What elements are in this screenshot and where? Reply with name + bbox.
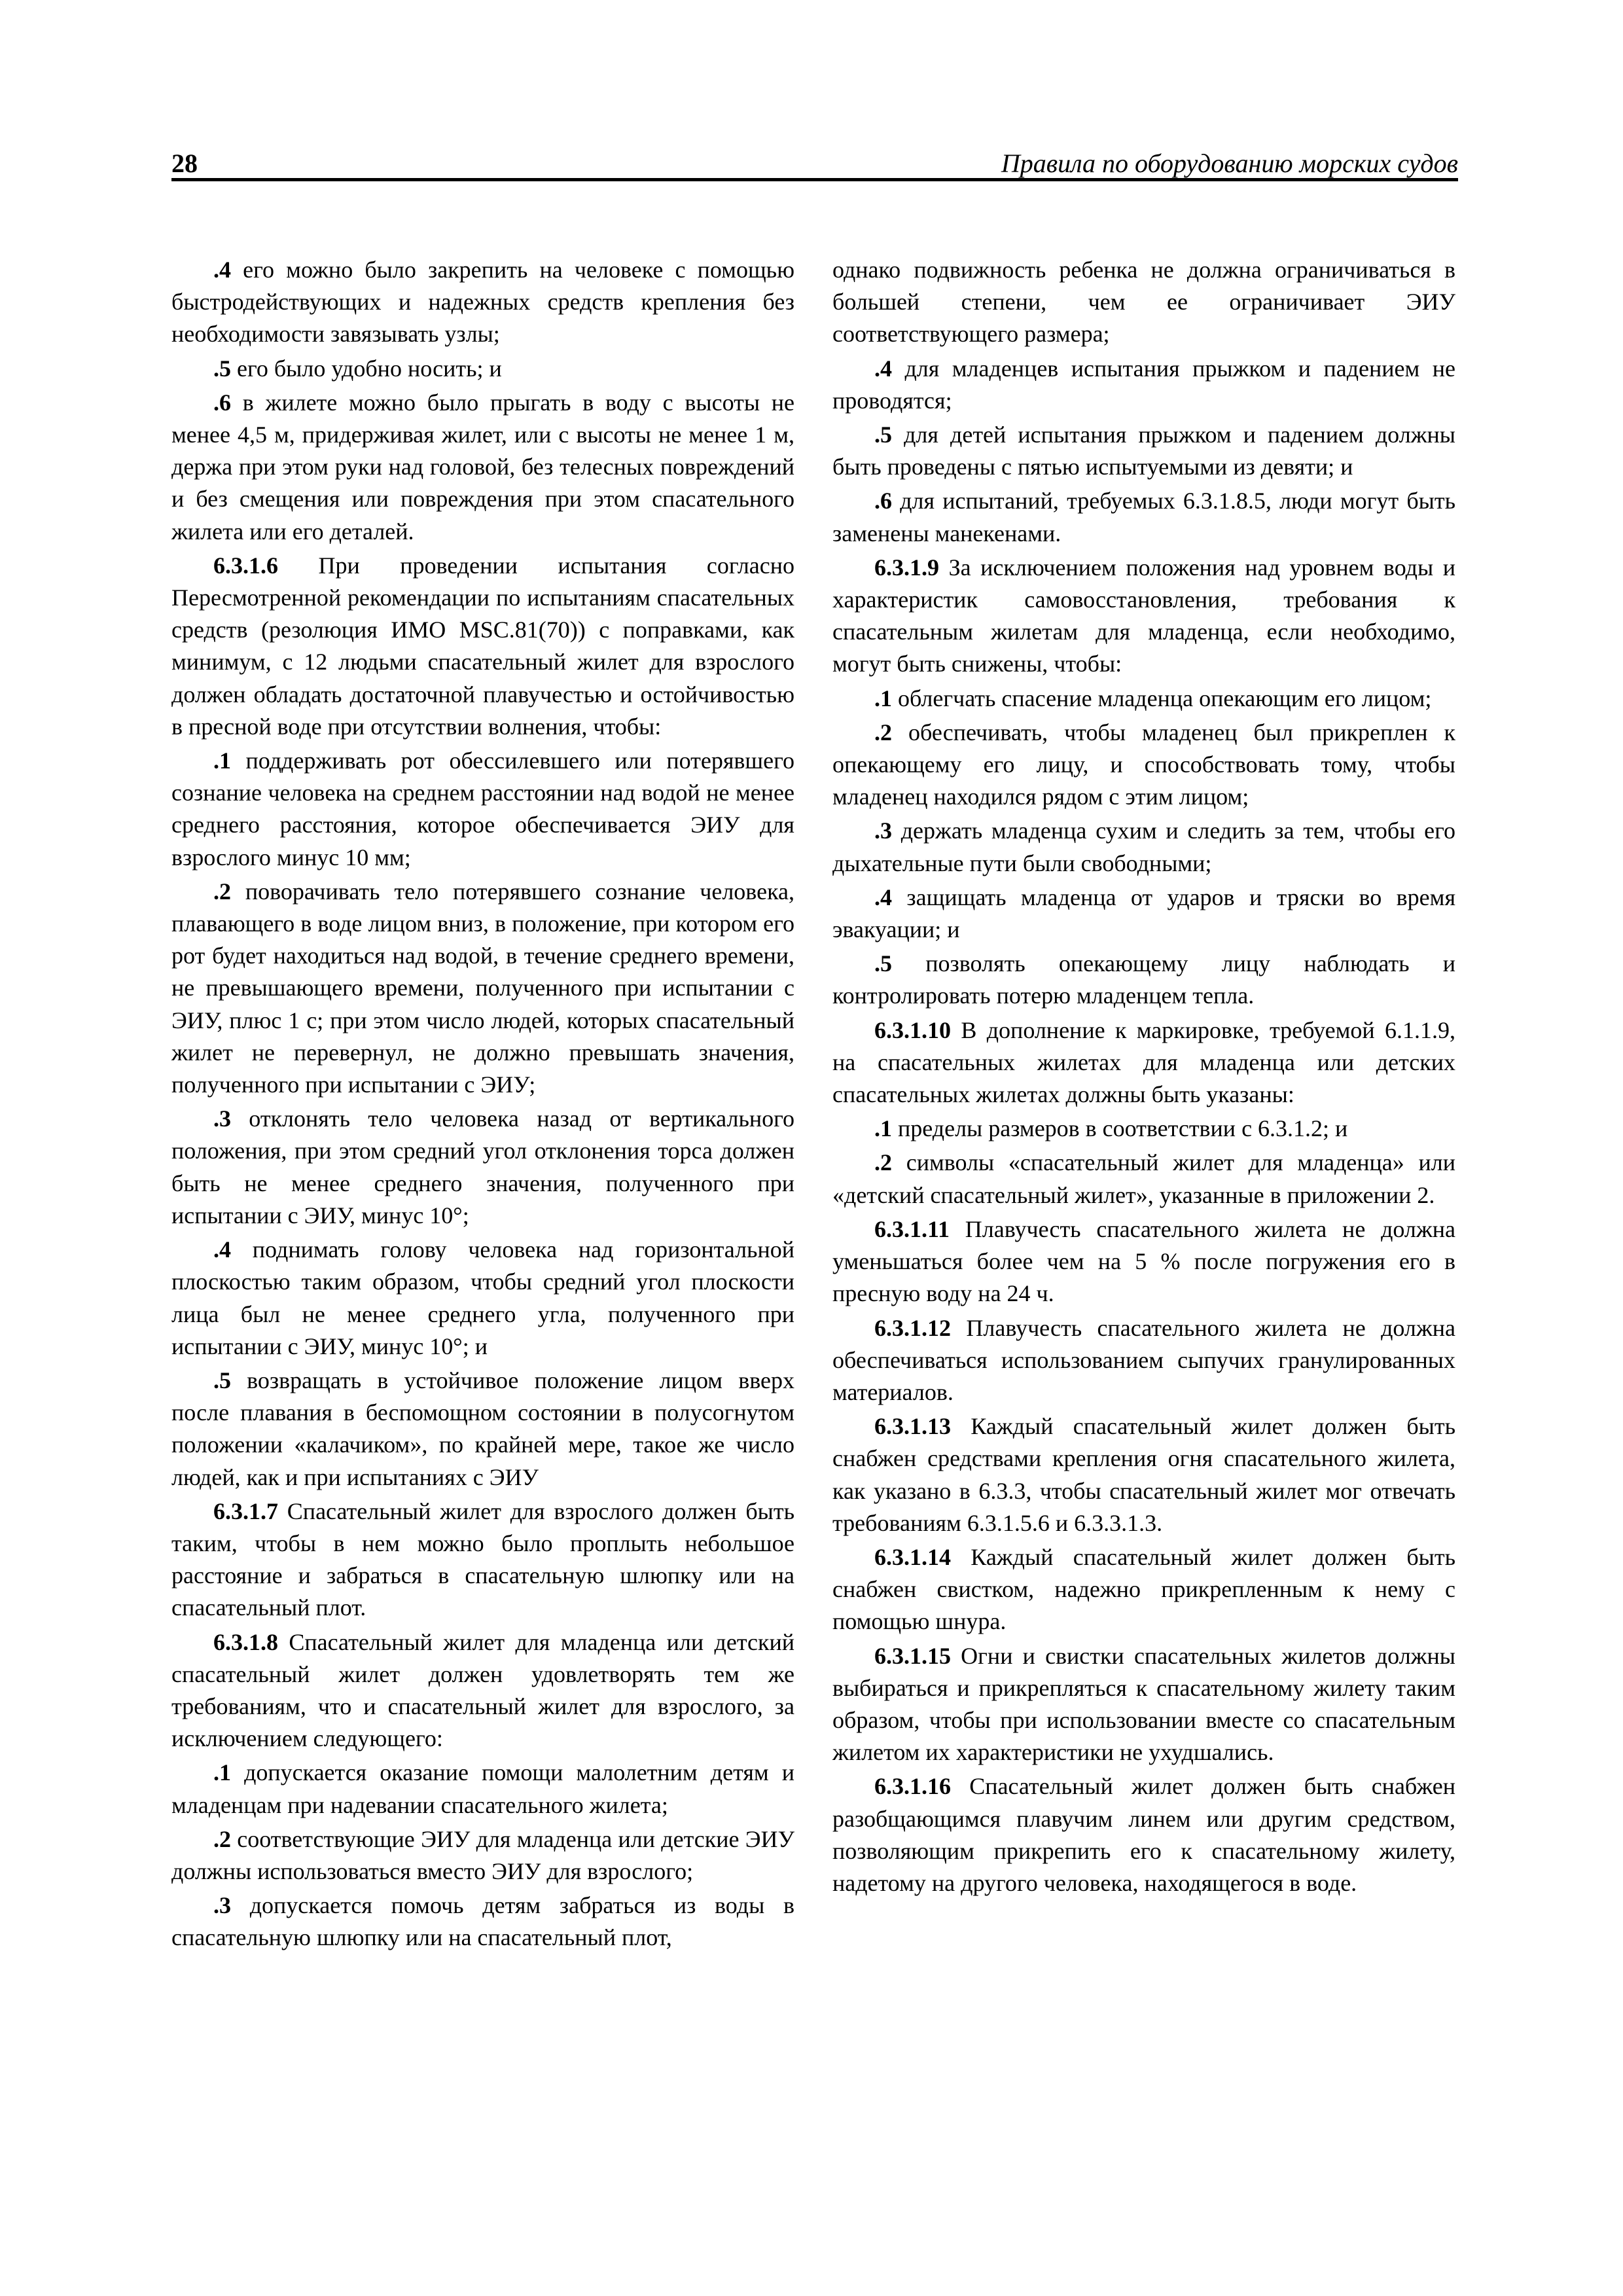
paragraph: [171, 1626, 794, 1755]
item-number: .5: [874, 950, 892, 977]
item-number: .1: [213, 747, 231, 774]
right-column: [832, 254, 1455, 1901]
paragraph-text: поворачивать тело потерявшего сознание человека, плавающего в воде лицом вниз, в положение, при котором его рот будет находиться над водой, в течение среднего времени, не превышающего времени, полученного при испытании с ЭИУ, плюс 1 с; при этом число людей, которых спасательный жилет не перевернул, не должно превышать значения, полученного при испытании с ЭИУ;: [171, 878, 794, 1098]
paragraph-text: Спасательный жилет для взрослого должен быть таким, чтобы в нем можно было проплыть небольшое расстояние и забраться в спасательную шлюпку или на спасательный плот.: [171, 1498, 794, 1621]
paragraph-text: пределы размеров в соответствии с 6.3.1.2; и: [892, 1115, 1348, 1142]
item-number: .6: [874, 488, 892, 514]
paragraph-text: обеспечивать, чтобы младенец был прикреплен к опекающему его лицу, и способствовать тому, чтобы младенец находился рядом с этим лицом;: [832, 719, 1455, 810]
paragraph: [832, 1640, 1455, 1769]
item-number: .4: [213, 1236, 231, 1263]
item-number: .1: [213, 1759, 231, 1786]
paragraph-text: соответствующие ЭИУ для младенца или детские ЭИУ должны использоваться вместо ЭИУ для взрослого;: [171, 1825, 794, 1884]
running-title: Правила по оборудованию морских судов: [1001, 149, 1458, 178]
paragraph: [832, 717, 1455, 814]
paragraph-text: возвращать в устойчивое положение лицом вверх после плавания в беспомощном состоянии в полусогнутом положении «калачиком», по крайней мере, такое же число людей, как и при испытаниях с ЭИУ: [171, 1367, 794, 1490]
paragraph: [171, 745, 794, 874]
item-number: .5: [213, 355, 231, 382]
paragraph-text: его можно было закрепить на человеке с помощью быстродействующих и надежных средств крепления без необходимости завязывать узлы;: [171, 257, 794, 348]
paragraph-text: отклонять тело человека назад от вертикального положения, при этом средний угол отклонения торса должен быть не менее среднего значения, полученного при испытании с ЭИУ, минус 10°;: [171, 1105, 794, 1229]
paragraph: [832, 1541, 1455, 1638]
paragraph-text: поддерживать рот обессилевшего или потерявшего сознание человека на среднем расстоянии над водой не менее среднего расстояния, которое обеспечивается ЭИУ для взрослого минус 10 мм;: [171, 747, 794, 870]
paragraph-text: Плавучесть спасательного жилета не должна обеспечиваться использованием сыпучих гранулированных материалов.: [832, 1314, 1455, 1405]
clause-number: 6.3.1.15: [874, 1642, 951, 1669]
paragraph-text: Каждый спасательный жилет должен быть снабжен средствами крепления огня спасательного жилета, как указано в 6.3.3, чтобы спасательный жилет мог отвечать требованиям 6.3.1.5.6 и 6.3.3.1.3.: [832, 1413, 1455, 1536]
paragraph-text: За исключением положения над уровнем воды и характеристик самовосстановления, требования к спасательным жилетам для младенца, если необходимо, могут быть снижены, чтобы:: [832, 554, 1455, 677]
paragraph-text: При проведении испытания согласно Пересмотренной рекомендации по испытаниям спасательных средств (резолюция ИМО MSC.81(70)) с поправками, как минимум, с 12 людьми спасательный жилет для взрослого должен обладать достаточной плавучестью и остойчивостью в пресной воде при отсутствии волнения, чтобы:: [171, 552, 794, 740]
clause-number: 6.3.1.10: [874, 1016, 951, 1043]
paragraph: [832, 1770, 1455, 1899]
page-header: [171, 145, 1458, 182]
paragraph: [832, 485, 1455, 549]
item-number: .4: [874, 355, 892, 382]
paragraph-text: Каждый спасательный жилет должен быть снабжен свистком, надежно прикрепленным к нему с помощью шнура.: [832, 1543, 1455, 1635]
item-number: .3: [874, 817, 892, 844]
paragraph-text: допускается оказание помощи малолетним детям и младенцам при надевании спасательного жилета;: [171, 1759, 794, 1818]
item-number: .2: [874, 1149, 892, 1176]
item-number: .2: [874, 719, 892, 745]
paragraph: [832, 1213, 1455, 1310]
paragraph-text: символы «спасательный жилет для младенца» или «детский спасательный жилет», указанные в приложении 2.: [832, 1149, 1455, 1208]
paragraph: [171, 1103, 794, 1232]
paragraph-text: для младенцев испытания прыжком и падением не проводятся;: [832, 355, 1455, 414]
item-number: .2: [213, 878, 231, 905]
left-column: [171, 254, 794, 1956]
paragraph: [171, 1890, 794, 1954]
paragraph-text: для детей испытания прыжком и падением должны быть проведены с пятью испытуемыми из девяти; и: [832, 422, 1455, 480]
paragraph: [832, 683, 1455, 715]
paragraph-text: для испытаний, требуемых 6.3.1.8.5, люди могут быть заменены манекенами.: [832, 488, 1455, 547]
paragraph: [832, 419, 1455, 483]
paragraph-text: держать младенца сухим и следить за тем, чтобы его дыхательные пути были свободными;: [832, 817, 1455, 876]
item-number: .5: [213, 1367, 231, 1393]
page-number: 28: [171, 149, 198, 178]
item-number: .1: [874, 685, 892, 711]
paragraph-text: Спасательный жилет должен быть снабжен разобщающимся плавучим линем или другим средством, позволяющим прикрепить его к спасательному жилету, надетому на другого человека, находящегося в воде.: [832, 1773, 1455, 1896]
paragraph-text: облегчать спасение младенца опекающим его лицом;: [892, 685, 1432, 711]
paragraph-text: защищать младенца от ударов и тряски во время эвакуации; и: [832, 884, 1455, 943]
paragraph: [171, 1823, 794, 1888]
paragraph-text: Плавучесть спасательного жилета не должна уменьшаться более чем на 5 % после погружения его в пресную воду на 24 ч.: [832, 1215, 1455, 1307]
paragraph-text: В дополнение к маркировке, требуемой 6.1.1.9, на спасательных жилетах для младенца или детских спасательных жилетах должны быть указаны:: [832, 1016, 1455, 1108]
item-number: .3: [213, 1105, 231, 1132]
paragraph: [171, 254, 794, 351]
clause-number: 6.3.1.12: [874, 1314, 951, 1341]
paragraph: [832, 948, 1455, 1012]
clause-number: 6.3.1.9: [874, 554, 939, 581]
paragraph-text: позволять опекающему лицу наблюдать и контролировать потерю младенцем тепла.: [832, 950, 1455, 1009]
item-number: .6: [213, 389, 231, 416]
item-number: .4: [874, 884, 892, 910]
paragraph: [171, 876, 794, 1101]
paragraph-text: в жилете можно было прыгать в воду с высоты не менее 4,5 м, придерживая жилет, или с высоты не менее 1 м, держа при этом руки над головой, без телесных повреждений и без смещения или повреждения при этом спасательного жилета или его деталей.: [171, 389, 794, 545]
paragraph: [832, 552, 1455, 681]
paragraph: [832, 1410, 1455, 1539]
paragraph: [171, 387, 794, 548]
paragraph: [832, 1113, 1455, 1145]
clause-number: 6.3.1.13: [874, 1413, 951, 1440]
paragraph-text: однако подвижность ребенка не должна ограничиваться в большей степени, чем ее ограничивает ЭИУ соответствующего размера;: [832, 257, 1455, 348]
clause-number: 6.3.1.14: [874, 1543, 951, 1570]
paragraph: [171, 353, 794, 385]
item-number: .5: [874, 422, 892, 448]
item-number: .2: [213, 1825, 231, 1852]
paragraph: [832, 353, 1455, 417]
header-rule: [171, 178, 1458, 181]
paragraph: [171, 1496, 794, 1624]
clause-number: 6.3.1.8: [213, 1628, 278, 1655]
clause-number: 6.3.1.11: [874, 1215, 950, 1242]
paragraph: [832, 1312, 1455, 1409]
clause-number: 6.3.1.6: [213, 552, 278, 579]
paragraph-text: Спасательный жилет для младенца или детский спасательный жилет должен удовлетворять тем же требованиям, что и спасательный жилет для взрослого, за исключением следующего:: [171, 1628, 794, 1752]
paragraph-text: допускается помочь детям забраться из воды в спасательную шлюпку или на спасательный плот,: [171, 1892, 794, 1951]
clause-number: 6.3.1.7: [213, 1498, 278, 1524]
item-number: .4: [213, 257, 231, 283]
paragraph-text: поднимать голову человека над горизонтальной плоскостью таким образом, чтобы средний угол плоскости лица был не менее среднего угла, полученного при испытании с ЭИУ, минус 10°; и: [171, 1236, 794, 1359]
paragraph: [171, 1365, 794, 1494]
paragraph: [171, 1757, 794, 1821]
paragraph: [832, 815, 1455, 879]
item-number: .1: [874, 1115, 892, 1142]
paragraph: [832, 1014, 1455, 1111]
paragraph: [171, 1234, 794, 1363]
paragraph: [171, 550, 794, 743]
paragraph-text: его было удобно носить; и: [231, 355, 502, 382]
paragraph-text: Огни и свистки спасательных жилетов должны выбираться и прикрепляться к спасательному жилету таким образом, чтобы при использовании вместе со спасательным жилетом их характеристики не ухудшались.: [832, 1642, 1455, 1766]
paragraph-continuation: [832, 254, 1455, 351]
paragraph: [832, 882, 1455, 946]
item-number: .3: [213, 1892, 231, 1919]
clause-number: 6.3.1.16: [874, 1773, 951, 1800]
paragraph: [832, 1147, 1455, 1211]
